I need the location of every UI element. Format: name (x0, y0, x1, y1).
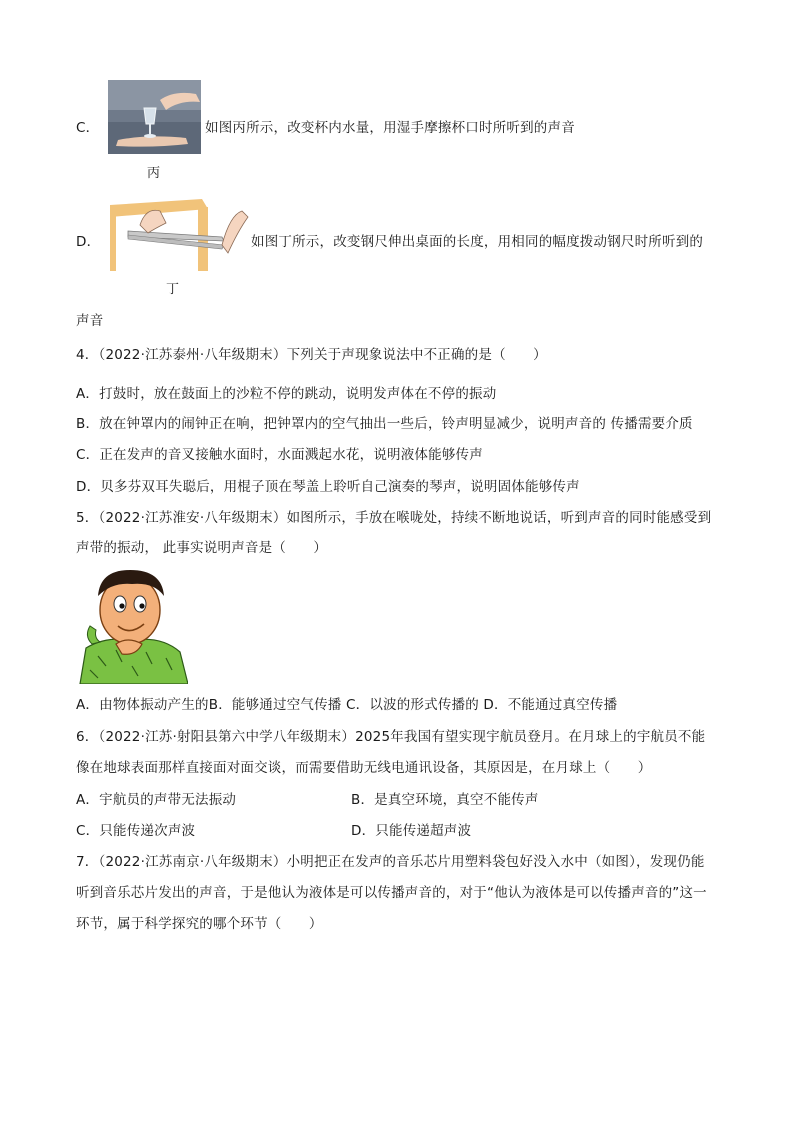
q6-stem-line2: 像在地球表面那样直接面对面交谈，而需要借助无线电通讯设备，其原因是，在月球上（ ） (76, 760, 652, 776)
q6-option-d: D．只能传递超声波 (351, 823, 472, 839)
q7-stem-line3: 环节，属于科学探究的哪个环节（ ） (76, 916, 323, 932)
q6-option-c: C．只能传递次声波 (76, 823, 196, 839)
glass-water-image (108, 80, 201, 154)
q7-stem-line2: 听到音乐芯片发出的声音，于是他认为液体是可以传播声音的，对于“他认为液体是可以传播声音的”这一 (76, 885, 707, 901)
q5-stem-line1: 5．（2022·江苏淮安·八年级期末）如图所示，手放在喉咙处，持续不断地说话，听到声音的同时能感受到 (76, 510, 712, 526)
option-c-text: 如图丙所示，改变杯内水量，用湿手摩擦杯口时所听到的声音 (205, 120, 575, 136)
figure-caption-c: 丙 (147, 166, 161, 181)
q4-option-a: A．打鼓时，放在鼓面上的沙粒不停的跳动，说明发声体在不停的振动 (76, 386, 497, 402)
q4-option-b: B．放在钟罩内的闹钟正在响，把钟罩内的空气抽出一些后，铃声明显减少，说明声音的 传播需要介质 (76, 416, 693, 432)
figure-caption-d: 丁 (166, 282, 180, 297)
q4-stem: 4．（2022·江苏泰州·八年级期末）下列关于声现象说法中不正确的是（ ） (76, 347, 547, 363)
q6-option-b: B．是真空环境，真空不能传声 (351, 792, 539, 808)
q7-stem-line1: 7．（2022·江苏南京·八年级期末）小明把正在发声的音乐芯片用塑料袋包好没入水中（如图），发现仍能 (76, 854, 705, 870)
option-d-continuation: 声音 (76, 313, 104, 329)
steel-ruler-image (110, 195, 252, 271)
q4-option-d: D．贝多芬双耳失聪后，用棍子顶在琴盖上聆听自己演奏的琴声，说明固体能够传声 (76, 479, 580, 495)
q6-stem-line1: 6．（2022·江苏·射阳县第六中学八年级期末）2025年我国有望实现宇航员登月。在月球上的宇航员不能 (76, 729, 706, 745)
option-d-label: D． (76, 234, 101, 250)
q5-stem-line2: 声带的振动， 此事实说明声音是（ ） (76, 540, 328, 556)
option-c-label: C． (76, 120, 100, 136)
q6-option-a: A．宇航员的声带无法振动 (76, 792, 237, 808)
boy-throat-image (76, 566, 188, 684)
q4-option-c: C．正在发声的音叉接触水面时，水面溅起水花，说明液体能够传声 (76, 447, 483, 463)
q5-options: A．由物体振动产生的B．能够通过空气传播 C．以波的形式传播的 D．不能通过真空传播 (76, 697, 618, 713)
option-d-text: 如图丁所示，改变钢尺伸出桌面的长度，用相同的幅度拨动钢尺时所听到的 (251, 234, 704, 250)
